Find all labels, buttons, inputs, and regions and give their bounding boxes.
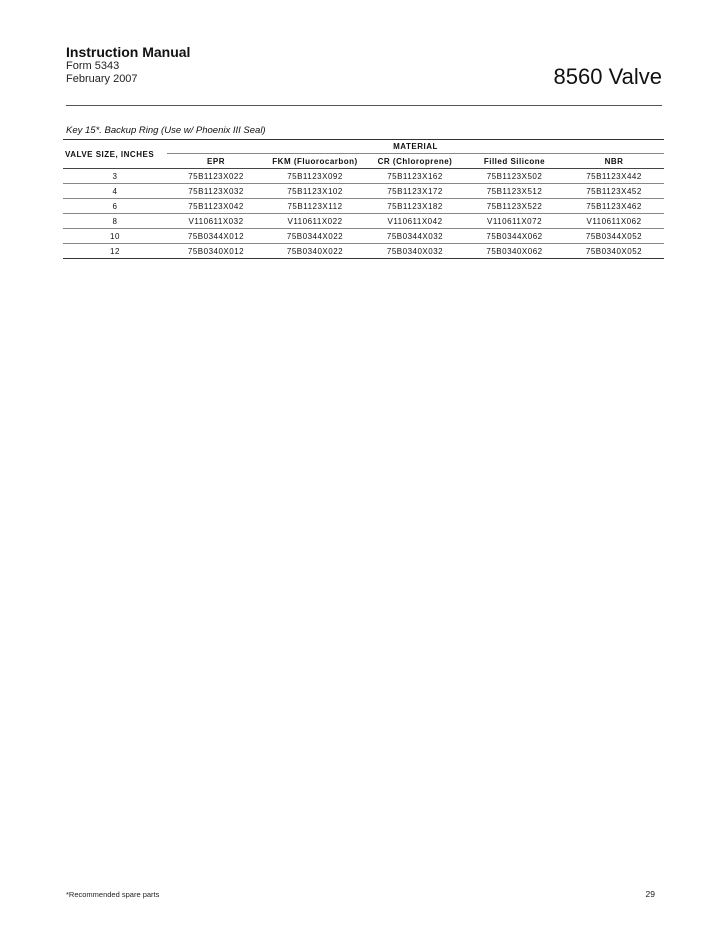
part-number-cell: 75B1123X442 — [564, 169, 664, 184]
parts-table — [63, 139, 664, 259]
column-header-nbr: NBR — [564, 154, 664, 169]
publication-date: February 2007 — [66, 73, 138, 85]
valve-size-cell: 8 — [63, 214, 167, 229]
table-row — [63, 199, 664, 214]
part-number-cell: 75B1123X172 — [365, 184, 465, 199]
table-caption: Key 15*. Backup Ring (Use w/ Phoenix III Seal) — [66, 125, 266, 136]
part-number-cell: V110611X042 — [365, 214, 465, 229]
valve-size-cell: 6 — [63, 199, 167, 214]
part-number-cell: 75B1123X522 — [465, 199, 564, 214]
part-number-cell: 75B1123X162 — [365, 169, 465, 184]
part-number-cell: 75B1123X022 — [167, 169, 265, 184]
part-number-cell: 75B1123X452 — [564, 184, 664, 199]
valve-size-cell: 10 — [63, 229, 167, 244]
table-row — [63, 244, 664, 259]
column-header-fkm: FKM (Fluorocarbon) — [265, 154, 365, 169]
column-header-cr: CR (Chloroprene) — [365, 154, 465, 169]
part-number-cell: 75B1123X102 — [265, 184, 365, 199]
part-number-cell: 75B1123X092 — [265, 169, 365, 184]
part-number-cell: 75B0344X052 — [564, 229, 664, 244]
manual-title: Instruction Manual — [66, 44, 191, 60]
part-number-cell: V110611X022 — [265, 214, 365, 229]
part-number-cell: 75B0340X052 — [564, 244, 664, 259]
page-number: 29 — [645, 889, 655, 899]
part-number-cell: 75B1123X502 — [465, 169, 564, 184]
table-row — [63, 229, 664, 244]
part-number-cell: 75B0340X062 — [465, 244, 564, 259]
part-number-cell: 75B0344X062 — [465, 229, 564, 244]
part-number-cell: 75B1123X032 — [167, 184, 265, 199]
part-number-cell: 75B1123X112 — [265, 199, 365, 214]
column-header-epr: EPR — [167, 154, 265, 169]
part-number-cell: 75B1123X042 — [167, 199, 265, 214]
table-row — [63, 214, 664, 229]
table-row — [63, 184, 664, 199]
part-number-cell: 75B0340X022 — [265, 244, 365, 259]
material-header: MATERIAL — [167, 140, 664, 154]
part-number-cell: 75B1123X182 — [365, 199, 465, 214]
header-divider — [66, 105, 662, 106]
part-number-cell: 75B0340X012 — [167, 244, 265, 259]
part-number-cell: 75B0344X012 — [167, 229, 265, 244]
valve-size-cell: 4 — [63, 184, 167, 199]
form-number: Form 5343 — [66, 60, 120, 72]
part-number-cell: V110611X032 — [167, 214, 265, 229]
part-number-cell: 75B1123X512 — [465, 184, 564, 199]
part-number-cell: 75B0344X022 — [265, 229, 365, 244]
product-title: 8560 Valve — [553, 64, 662, 89]
page-header — [66, 44, 662, 89]
valve-size-cell: 12 — [63, 244, 167, 259]
table-row — [63, 169, 664, 184]
part-number-cell: V110611X062 — [564, 214, 664, 229]
part-number-cell: 75B1123X462 — [564, 199, 664, 214]
valve-size-cell: 3 — [63, 169, 167, 184]
part-number-cell: 75B0340X032 — [365, 244, 465, 259]
valve-size-header: VALVE SIZE, INCHES — [63, 140, 167, 169]
footnote: *Recommended spare parts — [66, 890, 160, 899]
column-header-filled-silicone: Filled Silicone — [465, 154, 564, 169]
part-number-cell: 75B0344X032 — [365, 229, 465, 244]
part-number-cell: V110611X072 — [465, 214, 564, 229]
